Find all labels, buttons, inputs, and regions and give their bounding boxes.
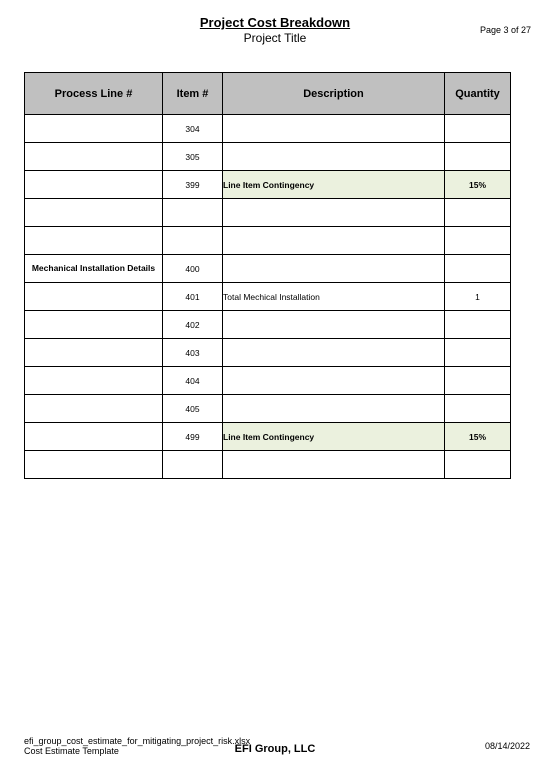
- cell-quantity: 1: [445, 283, 511, 311]
- cell-item-number: 499: [163, 423, 223, 451]
- footer-filename: efi_group_cost_estimate_for_mitigating_project_risk.xlsx: [24, 736, 251, 746]
- project-title: Project Title: [243, 31, 307, 45]
- cell-description: [223, 311, 445, 339]
- table-row: [25, 367, 511, 395]
- cell-description: [223, 143, 445, 171]
- cell-process-line: [25, 423, 163, 451]
- cell-process-line: [25, 367, 163, 395]
- footer-date: 08/14/2022: [484, 741, 530, 751]
- cell-process-line: [25, 451, 163, 479]
- column-header-item: Item #: [163, 73, 223, 115]
- table-row: [25, 115, 511, 143]
- cell-process-line: [25, 115, 163, 143]
- cell-description: [223, 451, 445, 479]
- cell-description: Total Mechical Installation: [223, 283, 445, 311]
- cell-process-line: [25, 339, 163, 367]
- page-number: Page 3 of 27: [479, 25, 531, 35]
- cell-quantity: [445, 451, 511, 479]
- table-row: [25, 143, 511, 171]
- table-header-row: [25, 73, 511, 115]
- cell-description: [223, 227, 445, 255]
- cell-quantity: [445, 255, 511, 283]
- cell-description: [223, 395, 445, 423]
- table-row: [25, 395, 511, 423]
- cell-description: [223, 199, 445, 227]
- cell-process-line: [25, 199, 163, 227]
- cell-process-line: [25, 143, 163, 171]
- cell-description: [223, 339, 445, 367]
- cell-quantity: [445, 199, 511, 227]
- table-row: [25, 255, 511, 283]
- cell-description: Line Item Contingency: [223, 171, 445, 199]
- cell-quantity: [445, 311, 511, 339]
- table-row: [25, 171, 511, 199]
- cell-item-number: 405: [163, 395, 223, 423]
- cell-item-number: 403: [163, 339, 223, 367]
- cell-process-line: [25, 311, 163, 339]
- cost-breakdown-table: [24, 72, 511, 479]
- cell-process-line: [25, 227, 163, 255]
- cell-description: Line Item Contingency: [223, 423, 445, 451]
- cell-description: [223, 367, 445, 395]
- cell-item-number: 404: [163, 367, 223, 395]
- cell-item-number: [163, 227, 223, 255]
- table-body: [25, 115, 511, 479]
- cell-description: [223, 115, 445, 143]
- cell-item-number: [163, 451, 223, 479]
- cell-quantity: 15%: [445, 171, 511, 199]
- table-row: [25, 451, 511, 479]
- footer-company: EFI Group, LLC: [234, 743, 316, 755]
- cell-quantity: [445, 115, 511, 143]
- table-row: [25, 199, 511, 227]
- cell-process-line: [25, 395, 163, 423]
- footer-template-name: Cost Estimate Template: [24, 746, 119, 756]
- cell-item-number: 402: [163, 311, 223, 339]
- table-row: [25, 283, 511, 311]
- cell-process-line: [25, 171, 163, 199]
- column-header-description: Description: [223, 73, 445, 115]
- cell-item-number: 305: [163, 143, 223, 171]
- table-row: [25, 311, 511, 339]
- cell-quantity: [445, 395, 511, 423]
- table-row: [25, 339, 511, 367]
- cell-quantity: [445, 367, 511, 395]
- column-header-quantity: Quantity: [445, 73, 511, 115]
- cell-process-line: [25, 283, 163, 311]
- column-header-process-line: Process Line #: [25, 73, 163, 115]
- cell-description: [223, 255, 445, 283]
- cell-item-number: 304: [163, 115, 223, 143]
- cell-quantity: [445, 227, 511, 255]
- page-title: Project Cost Breakdown: [199, 15, 351, 30]
- cell-quantity: [445, 143, 511, 171]
- cell-item-number: [163, 199, 223, 227]
- cell-item-number: 400: [163, 255, 223, 283]
- cell-process-line: Mechanical Installation Details: [25, 255, 163, 283]
- cell-item-number: 401: [163, 283, 223, 311]
- cell-quantity: 15%: [445, 423, 511, 451]
- cell-quantity: [445, 339, 511, 367]
- table-row: [25, 227, 511, 255]
- title-block: [0, 15, 550, 46]
- table-row: [25, 423, 511, 451]
- cell-item-number: 399: [163, 171, 223, 199]
